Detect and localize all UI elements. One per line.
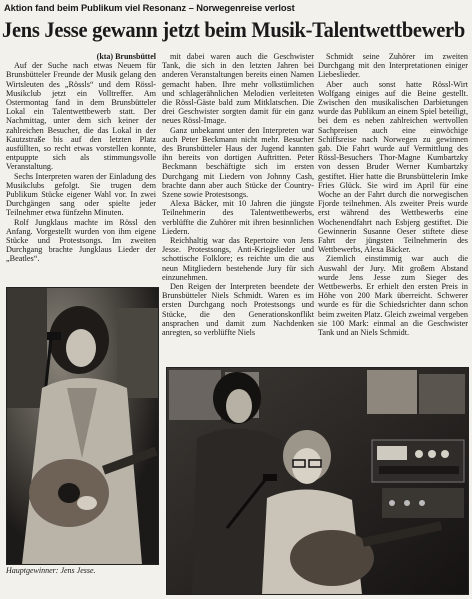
article-column-1 <box>6 52 156 287</box>
paragraph: Reichhaltig war das Repertoire von Jens Jesse. Protestsongs, Anti-Kriegslieder und schottische Folklore; es reichte um die aus neun Mitgliedern bestehende Jury für sich einzunehmen. <box>162 236 314 282</box>
article-column-2 <box>162 52 314 362</box>
photo-caption: Hauptgewinner: Jens Jesse. <box>6 566 96 575</box>
article-column-3 <box>318 52 468 364</box>
paragraph: Auf der Suche nach etwas Neuem für Brunsbütteler Freunde der Musik gelang den Wirtsleuten des „Rössls“ und dem Rössl-Musikclub jetzt ein Volltreffer. Am Ostermontag fand in dem Brunsbütteler Lokal ein Talentwettbewerb statt. Der Nachmittag, unter dem sich keiner der zahlreichen Besucher, die das Lokal in der Kautzstraße bis auf den letzten Platz ausfüllten, so recht etwas vorstellen konnte, entpuppte sich als stimmungsvolle Veranstaltung. <box>6 61 156 172</box>
paragraph: Alexa Bäcker, mit 10 Jahren die jüngste Teilnehmerin des Talentwettbewerbs, verblüffte die Zuhörer mit ihren besinnlichen Liedern. <box>162 199 314 236</box>
photo-winner-guitarist <box>6 287 159 565</box>
headline: Jens Jesse gewann jetzt beim Musik-Talentwettbewerb <box>2 17 465 42</box>
dateline: (kta) Brunsbüttel <box>96 52 156 61</box>
paragraph: mit dabei waren auch die Geschwister Tank, die sich in den letzten Jahren bei anderen Veranstaltungen bereits einen Namen gemacht haben. Ihre mehr volkstümlichen und schlagerähnlichen Melodien verleiteten die Rössl-Gäste bald zum Mitklatschen. Die drei Geschwister sorgten damit für ein ganz neues Rössl-Image. <box>162 52 314 126</box>
paragraph: Ziemlich einstimmig war auch die Auswahl der Jury. Mit großem Abstand wurde Jens Jesse zum Sieger des Wettbewerbs. Er erhielt den ersten Preis in Höhe von 200 Mark überreicht. Schwerer wurde es für die Schiedsrichter dann schon beim zweiten Platz. Gleich zweimal vergeben sie 100 Mark: einmal an die Geschwister Tank und an Niels Schmidt. <box>318 254 468 338</box>
paragraph: Rolf Jungklaus machte im Rössl den Anfang. Vorgestellt wurden von ihm eigene Stücke und Protestsongs. Im zweiten Durchgang brachte Jungklaus Lieder der „Beatles“. <box>6 217 156 264</box>
photo-musicians-stage <box>166 367 469 595</box>
paragraph: Ganz unbekannt unter den Interpreten war auch Peter Beckmann nicht mehr. Besucher des Brunsbütteler Haus der Jugend kannten ihn bereits von dortigen Auftritten. Peter Beckmann beschäftigte sich im ersten Durchgang mit Liedern von Johnny Cash, brachte dann aber auch Stücke der Country-Szene sowie Protestsongs. <box>162 125 314 200</box>
paragraph: Den Reigen der Interpreten beendete der Brunsbütteler Niels Schmidt. Waren es im ersten Durchgang noch Protestsongs und Stücke, die den Generationskonflikt ansprachen und damit zum Nachdenken anregten, so verblüffte Niels <box>162 282 314 338</box>
kicker-line: Aktion fand beim Publikum viel Resonanz – Norwegenreise verlost <box>4 2 295 13</box>
paragraph: Schmidt seine Zuhörer im zweiten Durchgang mit den Interpretationen einiger Liebeslieder. <box>318 52 468 80</box>
paragraph: Aber auch sonst hatte Rössl-Wirt Wolfgang einiges auf die Beine gestellt. Zwischen den musikalischen Darbietungen wurde das Publikum an einem Spiel beteiligt, bei dem es neben zahlreichen wertvollen Sachpreisen auch eine einwöchige Schiffsreise nach Norwegen zu gewinnen gab. Die Fahrt wurde auf Vermittlung des Rössl-Besuchers Thor-Magne Kumbartzky von dessen Bruder Werner Kumbartzky gestiftet. Hier hatte die Brunsbüttelerin Imke Fries Glück. Sie wird im April für eine Woche an der Fahrt durch die norwegischen Fjorde teilnehmen. Als zweiter Preis wurde erst während des Wettbewerbs eine Wochenendfahrt nach Esbjerg gestiftet. Die Gewinnerin Susanne Oeser stiftete diese Fahrt der jüngsten Teilnehmerin des Wettbewerbs, Alexa Bäcker. <box>318 79 468 255</box>
paragraph: Sechs Interpreten waren der Einladung des Musikclubs gefolgt. Sie trugen dem Publikum Stücke eigener Wahl vor. In zwei Durchgängen sang oder spielte jeder Teilnehmer etwa fünfzehn Minuten. <box>6 171 156 218</box>
